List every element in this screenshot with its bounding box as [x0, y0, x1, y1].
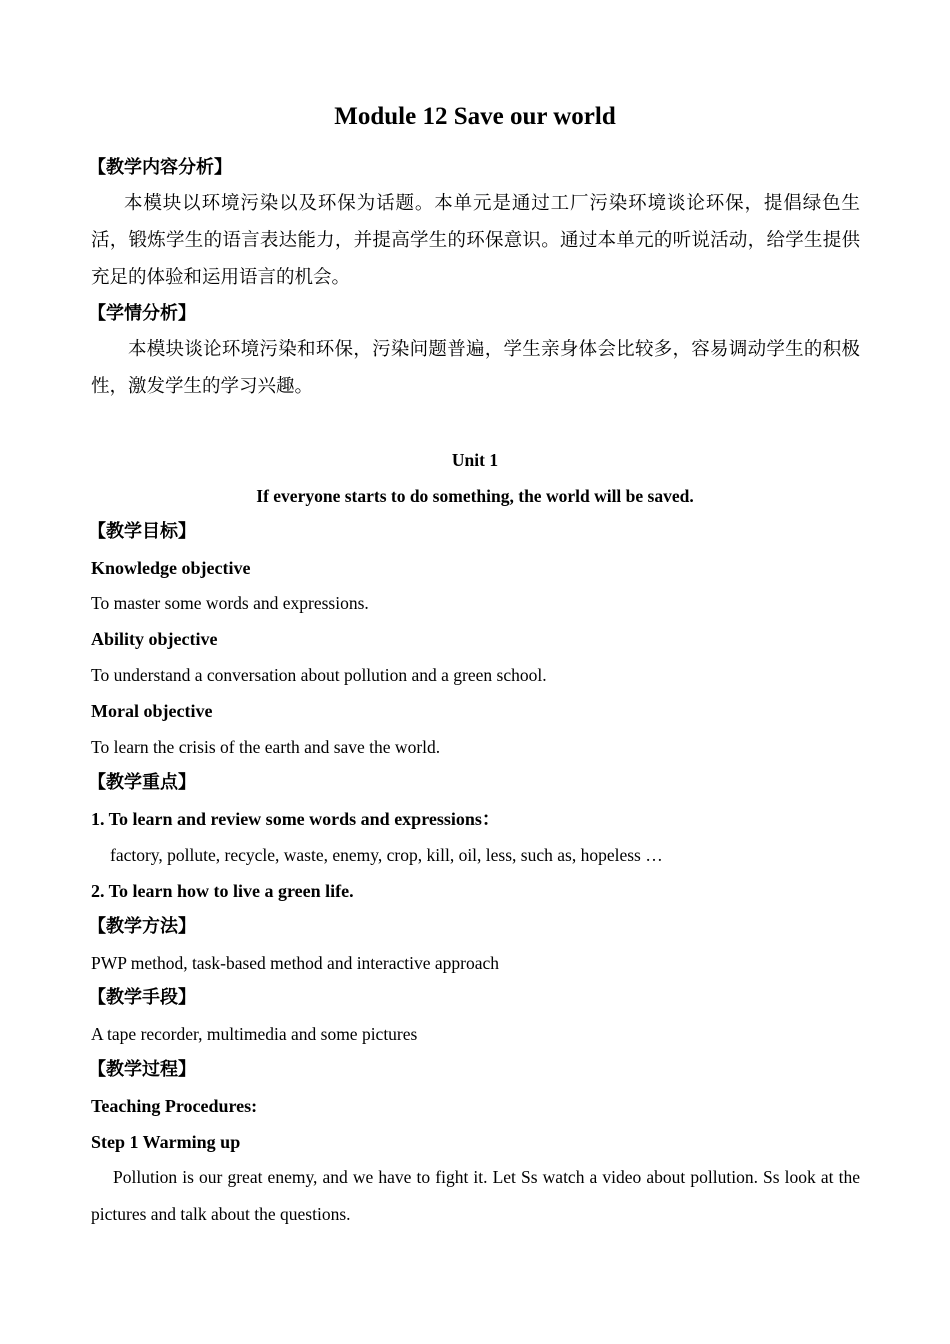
knowledge-objective-text: To master some words and expressions.: [91, 593, 369, 613]
teaching-aids-text: A tape recorder, multimedia and some pictures: [91, 1024, 418, 1044]
ability-objective-text: To understand a conversation about pollution and a green school.: [91, 665, 547, 685]
section-heading-process: 【教学过程】: [88, 1059, 196, 1080]
section-heading-learner-analysis: 【学情分析】: [88, 303, 196, 324]
section-heading-content-analysis: 【教学内容分析】: [88, 157, 232, 178]
section-heading-key-points: 【教学重点】: [88, 772, 196, 793]
knowledge-objective-label: Knowledge objective: [91, 558, 251, 578]
unit-label: Unit 1: [451, 450, 499, 470]
section-heading-methods: 【教学方法】: [88, 916, 196, 937]
key-point-2: 2. To learn how to live a green life.: [91, 881, 354, 901]
section-heading-objectives: 【教学目标】: [88, 521, 196, 542]
teaching-procedures-label: Teaching Procedures:: [91, 1096, 258, 1116]
content-analysis-paragraph: 本模块以环境污染以及环保为话题。本单元是通过工厂污染环境谈论环保，提倡绿色生活，锻炼学生的语言表达能力，并提高学生的环保意识。通过本单元的听说活动，给学生提供充足的体验和运用语言的机会。: [91, 193, 860, 288]
step-1-paragraph: Pollution is our great enemy, and we have to fight it. Let Ss watch a video about pollution. Ss look at the pictures and talk about the questions.: [91, 1167, 860, 1224]
key-point-1-words: factory, pollute, recycle, waste, enemy, crop, kill, oil, less, such as, hopeless …: [110, 845, 663, 865]
section-heading-teaching-aids: 【教学手段】: [88, 987, 196, 1008]
step-1-label: Step 1 Warming up: [91, 1132, 241, 1152]
unit-subtitle: If everyone starts to do something, the world will be saved.: [256, 486, 694, 506]
moral-objective-text: To learn the crisis of the earth and save the world.: [91, 737, 441, 757]
learner-analysis-paragraph: 本模块谈论环境污染和环保，污染问题普遍，学生亲身体会比较多，容易调动学生的积极性，激发学生的学习兴趣。: [91, 339, 860, 397]
key-point-1: 1. To learn and review some words and expressions：: [91, 809, 500, 829]
ability-objective-label: Ability objective: [91, 629, 218, 649]
moral-objective-label: Moral objective: [91, 701, 213, 721]
methods-text: PWP method, task-based method and interactive approach: [91, 953, 500, 973]
document-title: Module 12 Save our world: [334, 103, 616, 130]
